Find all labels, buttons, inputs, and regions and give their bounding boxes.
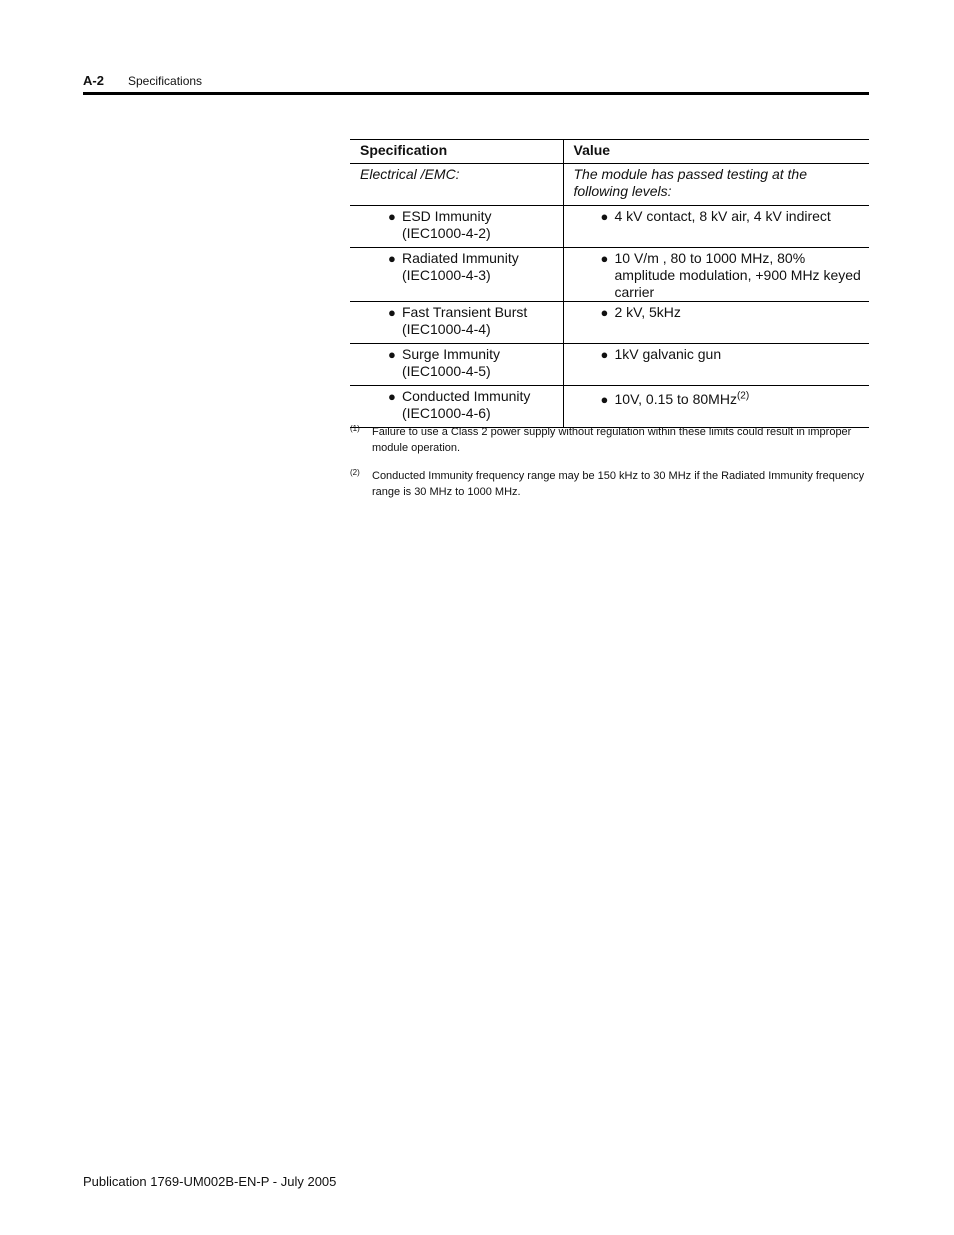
spec-standard: (IEC1000-4-3) (402, 267, 491, 283)
value-footnote-ref: (2) (736, 390, 750, 402)
bullet-icon: ● (600, 251, 609, 266)
footnote-text: Conducted Immunity frequency range may be 150 kHz to 30 MHz if the Radiated Immunity frequency range is 30 MHz to 1000 MHz. (372, 470, 865, 498)
spec-name: Surge Immunity (402, 346, 501, 362)
value-cell (563, 206, 869, 248)
value-bullet (564, 250, 870, 301)
table-row (350, 344, 869, 386)
bullet-icon: ● (388, 209, 396, 224)
spec-name: Radiated Immunity (402, 250, 519, 266)
spec-cell (350, 302, 563, 344)
value-bullet (564, 304, 870, 321)
bullet-icon: ● (600, 392, 609, 407)
column-header-value: Value (563, 140, 869, 164)
spec-cell (350, 206, 563, 248)
footnotes (350, 424, 869, 512)
spec-name: Conducted Immunity (402, 388, 531, 404)
footnote-text: Failure to use a Class 2 power supply without regulation within these limits could result in improper module operation. (372, 426, 852, 454)
value-text: 10 V/m , 80 to 1000 MHz, 80% amplitude modulation, +900 MHz keyed carrier (614, 250, 861, 300)
spec-standard: (IEC1000-4-5) (402, 363, 491, 379)
footnote (350, 424, 869, 456)
spec-cell (350, 344, 563, 386)
group-spec: Electrical /EMC: (350, 164, 563, 206)
spec-bullet (350, 346, 563, 380)
bullet-icon: ● (600, 305, 609, 320)
spec-bullet (350, 388, 563, 422)
table-row (350, 302, 869, 344)
spec-standard: (IEC1000-4-2) (402, 225, 491, 241)
bullet-icon: ● (600, 209, 609, 224)
spec-cell (350, 386, 563, 428)
table-row (350, 206, 869, 248)
page-header (83, 73, 869, 95)
value-cell (563, 344, 869, 386)
group-row (350, 164, 869, 206)
section-title: Specifications (128, 74, 203, 88)
footnote-mark: (1) (350, 424, 360, 433)
value-text: 2 kV, 5kHz (614, 304, 681, 320)
page-number: A-2 (83, 73, 104, 88)
value-bullet (564, 346, 870, 363)
value-text: 1kV galvanic gun (614, 346, 722, 362)
value-cell (563, 386, 869, 428)
spec-standard: (IEC1000-4-6) (402, 405, 491, 421)
footnote (350, 468, 869, 500)
spec-bullet (350, 304, 563, 338)
page-footer: Publication 1769-UM002B-EN-P - July 2005 (83, 1174, 337, 1189)
bullet-icon: ● (388, 347, 396, 362)
footnote-mark: (2) (350, 468, 360, 477)
value-cell (563, 248, 869, 302)
spec-bullet (350, 208, 563, 242)
spec-standard: (IEC1000-4-4) (402, 321, 491, 337)
table-row (350, 386, 869, 428)
value-text: 10V, 0.15 to 80MHz (614, 391, 737, 407)
bullet-icon: ● (388, 389, 396, 404)
bullet-icon: ● (388, 305, 396, 320)
table-row (350, 248, 869, 302)
value-bullet (564, 208, 870, 225)
column-header-specification: Specification (350, 140, 563, 164)
value-cell (563, 302, 869, 344)
value-bullet (564, 391, 870, 408)
bullet-icon: ● (600, 347, 609, 362)
spec-name: ESD Immunity (402, 208, 492, 224)
table-header-row (350, 140, 869, 164)
spec-cell (350, 248, 563, 302)
specifications-table (350, 139, 869, 428)
spec-bullet (350, 250, 563, 284)
bullet-icon: ● (388, 251, 396, 266)
group-value: The module has passed testing at the following levels: (563, 164, 869, 206)
spec-name: Fast Transient Burst (402, 304, 528, 320)
value-text: 4 kV contact, 8 kV air, 4 kV indirect (614, 208, 831, 224)
